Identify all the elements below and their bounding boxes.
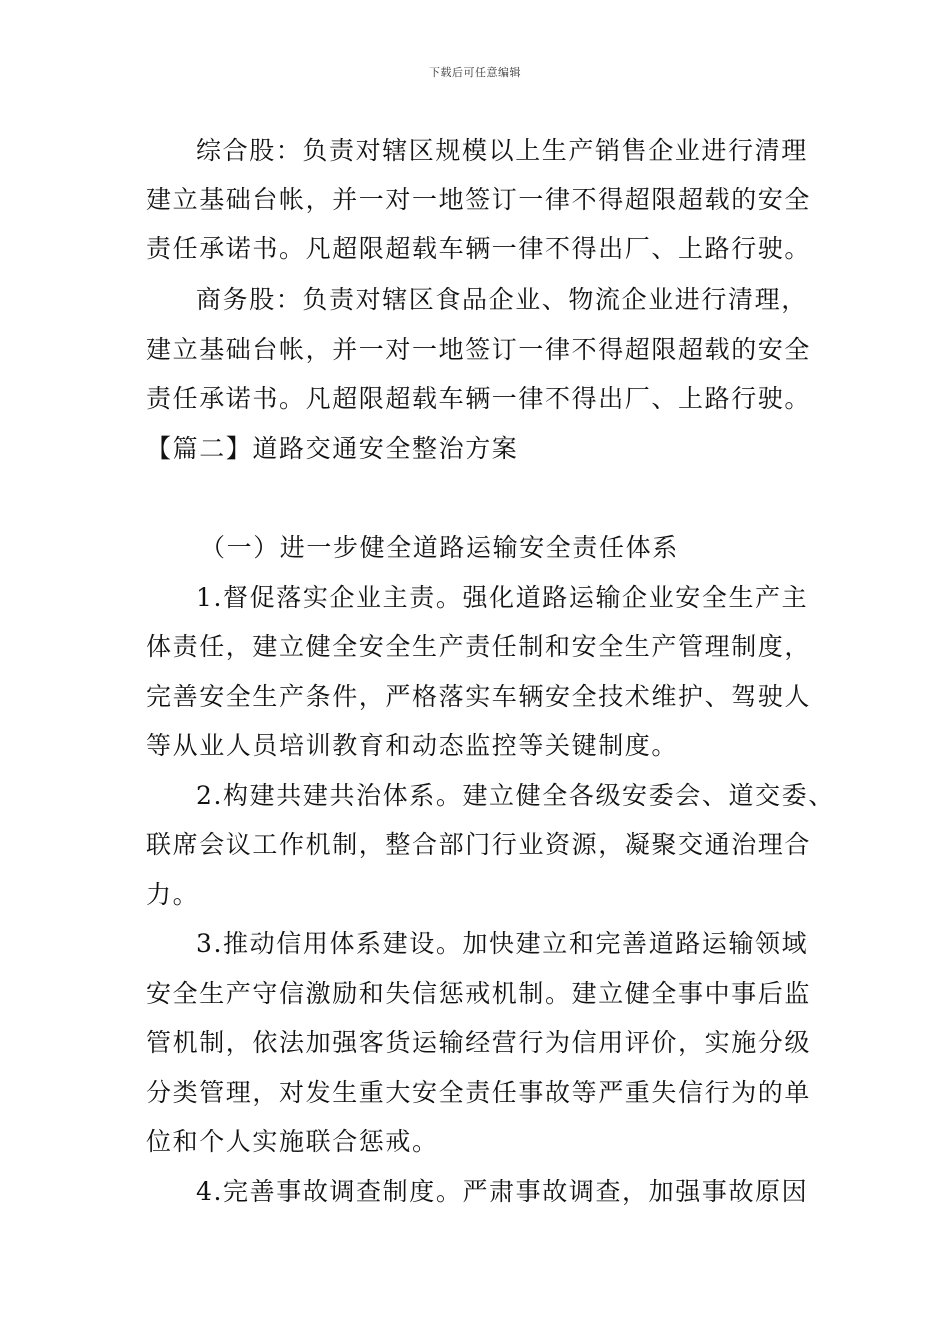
subsection-heading: （一）进一步健全道路运输安全责任体系	[200, 533, 679, 562]
section-heading: 【篇二】道路交通安全整治方案	[146, 434, 519, 463]
paragraph-line: 联席会议工作机制，整合部门行业资源，凝聚交通治理合	[146, 830, 812, 859]
paragraph-line: 综合股：负责对辖区规模以上生产销售企业进行清理	[196, 136, 808, 165]
paragraph-line: 安全生产守信激励和失信惩戒机制。建立健全事中事后监	[146, 979, 812, 1008]
paragraph-line: 体责任，建立健全安全生产责任制和安全生产管理制度，	[146, 632, 812, 661]
paragraph-line: 分类管理，对发生重大安全责任事故等严重失信行为的单	[146, 1078, 812, 1107]
paragraph-line: 建立基础台帐，并一对一地签订一律不得超限超载的安全	[146, 335, 812, 364]
paragraph-line: 责任承诺书。凡超限超载车辆一律不得出厂、上路行驶。	[146, 384, 812, 413]
header-note: 下载后可任意编辑	[429, 66, 521, 79]
paragraph-line: 3.推动信用体系建设。加快建立和完善道路运输领域	[196, 929, 809, 958]
paragraph-line: 位和个人实施联合惩戒。	[146, 1127, 439, 1156]
paragraph-line: 力。	[146, 880, 200, 909]
paragraph-line: 完善安全生产条件，严格落实车辆安全技术维护、驾驶人	[146, 682, 812, 711]
paragraph-line: 4.完善事故调查制度。严肃事故调查，加强事故原因	[196, 1177, 809, 1206]
paragraph-line: 责任承诺书。凡超限超载车辆一律不得出厂、上路行驶。	[146, 234, 812, 263]
paragraph-line: 等从业人员培训教育和动态监控等关键制度。	[146, 731, 679, 760]
paragraph-line: 商务股：负责对辖区食品企业、物流企业进行清理，	[196, 285, 808, 314]
paragraph-line: 1.督促落实企业主责。强化道路运输企业安全生产主	[196, 583, 809, 612]
paragraph-line: 管机制，依法加强客货运输经营行为信用评价，实施分级	[146, 1028, 812, 1057]
paragraph-line: 2.构建共建共治体系。建立健全各级安委会、道交委、	[196, 781, 835, 810]
paragraph-line: 建立基础台帐，并一对一地签订一律不得超限超载的安全	[146, 185, 812, 214]
